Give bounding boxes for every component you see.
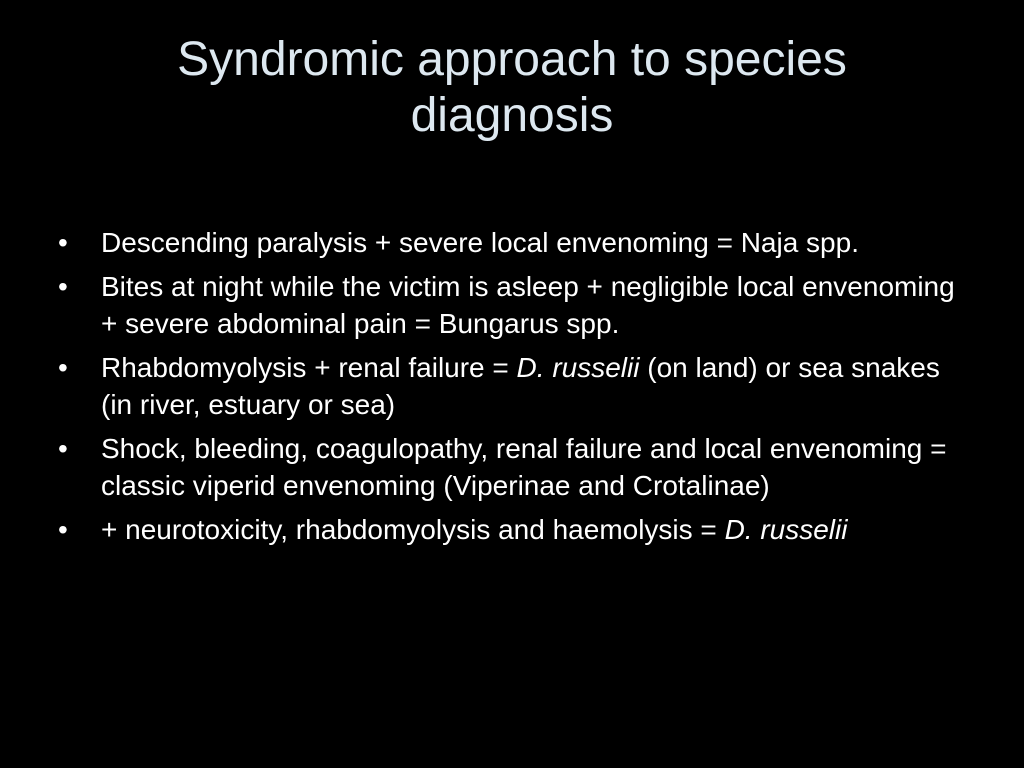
bullet-text: Shock, bleeding, coagulopathy, renal failure and local envenoming = classic viperid envenoming (Viperinae and Crotalinae) [101,433,947,501]
bullet-item-rhabdomyolysis [58,349,968,423]
bullet-dot-icon: • [58,227,68,258]
bullet-item-neurotoxicity [58,511,968,548]
bullet-list [58,224,968,555]
bullet-dot-icon: • [58,514,68,545]
bullet-species-italic: D. russelii [516,352,640,383]
bullet-dot-icon: • [58,352,68,383]
bullet-text: Bites at night while the victim is asleep + negligible local envenoming + severe abdominal pain = Bungarus spp. [101,271,955,339]
bullet-item-bungarus [58,268,968,342]
bullet-dot-icon: • [58,433,68,464]
bullet-item-viperid [58,430,968,504]
bullet-item-naja [58,224,968,261]
bullet-text: Descending paralysis + severe local envenoming = Naja spp. [101,227,859,258]
slide-title-line-1: Syndromic approach to species [177,33,847,86]
bullet-text-post: (on land) or sea snakes (in river, estuary or sea) [101,352,940,420]
slide-title-line-2: diagnosis [410,89,614,142]
bullet-text-pre: + neurotoxicity, rhabdomyolysis and haemolysis = [101,514,725,545]
bullet-dot-icon: • [58,271,68,302]
bullet-species-italic: D. russelii [724,514,848,545]
slide-title [60,32,964,144]
bullet-text-pre: Rhabdomyolysis + renal failure = [101,352,517,383]
